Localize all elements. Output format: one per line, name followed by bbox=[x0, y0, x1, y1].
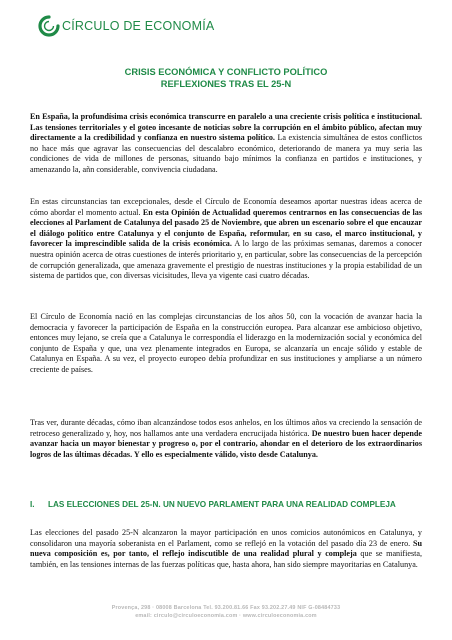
document-subtitle: REFLEXIONES TRAS EL 25-N bbox=[160, 79, 292, 89]
logo-text: CÍRCULO DE ECONOMÍA bbox=[62, 19, 215, 33]
logo bbox=[38, 15, 214, 37]
section-heading bbox=[30, 499, 422, 510]
body-paragraph bbox=[30, 418, 422, 460]
text-segment: En estas circunstancias tan excepcionales, desde el Círculo de Economía deseamos aportar nuestras ideas acerca de cómo abordar el momento actual. bbox=[30, 197, 422, 217]
body-paragraph bbox=[30, 197, 422, 282]
bold-text-segment: En España, la profundísima crisis económica transcurre en paralelo a una creciente crisis política e institucional. Las tensiones territoriales y el goteo incesante de noticias sobre la corrupción en el ámbito público, afectan muy directamente a la credibilidad y confianza en nuestro sistema político. bbox=[30, 112, 422, 143]
document-title: CRISIS ECONÓMICA Y CONFLICTO POLÍTICO bbox=[124, 67, 328, 77]
text-segment: El Círculo de Economía nació en las complejas circunstancias de los años 50, con la vocación de avanzar hacia la democracia y favorecer la participación de España en la construcción europea. Para alcanzar ese ambicioso objetivo, entonces muy lejano, se creía que a Catalunya le correspondía el liderazgo en la modernización social y económica del conjunto de España y que, una vez plenamente integrados en Europa, se alcanzaría un encaje sólido y estable de Catalunya en España. A su vez, el proyecto europeo debía profundizar en sus instituciones y ampliarse a un número creciente de países. bbox=[30, 312, 422, 374]
section-number: I. bbox=[30, 500, 35, 509]
text-segment: A lo largo de las próximas semanas, daremos a conocer nuestra opinión acerca de otras cuestiones de interés prioritario y, en particular, sobre las consecuencias de la percepción de corrupción generalizada, que amenaza gravemente el prestigio de nuestras instituciones y la propia estabilidad de un sistema de partidos que, con diversas vicisitudes, lleva ya vigente casi cuatro décadas. bbox=[30, 239, 422, 281]
text-segment: La existencia simultánea de estos conflictos no hace más que agravar las consecuencias del descalabro económico, deteriorando de manera ya muy seria las condiciones de vida de millones de personas, situando bajo mínimos la confianza en partidos e instituciones, y amenazando la, añn considerable, convivencia ciudadana. bbox=[30, 133, 422, 174]
bold-text-segment: En esta Opinión de Actualidad queremos centrarnos en las consecuencias de las elecciones al Parlament de Catalunya del pasado 25 de Noviembre, que abren un escenario sobre el que encauzar el diálogo político entre Catalunya y el conjunto de España, reformular, en su caso, el marco institucional, y favorecer la imprescindible salida de la crisis económica. bbox=[30, 207, 422, 249]
text-segment: que se manifiesta, también, en las tensiones internas de las fuerzas políticas que, hasta ahora, han sido siempre mayoritarias en Catalunya. bbox=[30, 549, 422, 569]
footer-contact: email: circulo@circuloeconomia.com · www.circuloeconomia.com bbox=[135, 613, 317, 619]
circle-ring-logo-icon bbox=[38, 15, 60, 37]
footer-address: Provença, 298 · 08008 Barcelona Tel. 93.200.81.66 Fax 93.202.27.49 NIF G-08484733 bbox=[111, 605, 341, 611]
text-segment: Las elecciones del pasado 25-N alcanzaron la mayor participación en unos comicios autonómicos en Catalunya, y consolidaron una mayoría soberanista en el Parlament, como se reflejó en la votación del pasado día 23 de enero. bbox=[30, 528, 422, 548]
body-paragraph bbox=[30, 528, 422, 570]
section-title: LAS ELECCIONES DEL 25-N. UN NUEVO PARLAMENT PARA UNA REALIDAD COMPLEJA bbox=[48, 500, 396, 509]
text-segment: Tras ver, durante décadas, cómo iban alcanzándose todos esos anhelos, en los últimos años va creciendo la sensación de retroceso generalizado y, hoy, nos hallamos ante una verdadera encrucijada histórica. bbox=[30, 418, 422, 438]
bold-text-segment: De nuestro buen hacer depende avanzar hacia un mayor bienestar y progreso o, por el contrario, ahondar en el deterioro de los extraordinarios logros de las últimas décadas. Y ello es especialmente válido, visto desde Catalunya. bbox=[30, 428, 422, 459]
body-paragraph bbox=[30, 312, 422, 376]
bold-text-segment: Su nueva composición es, por tanto, el reflejo indiscutible de una realidad plural y compleja bbox=[30, 538, 422, 559]
body-paragraph bbox=[30, 112, 422, 176]
